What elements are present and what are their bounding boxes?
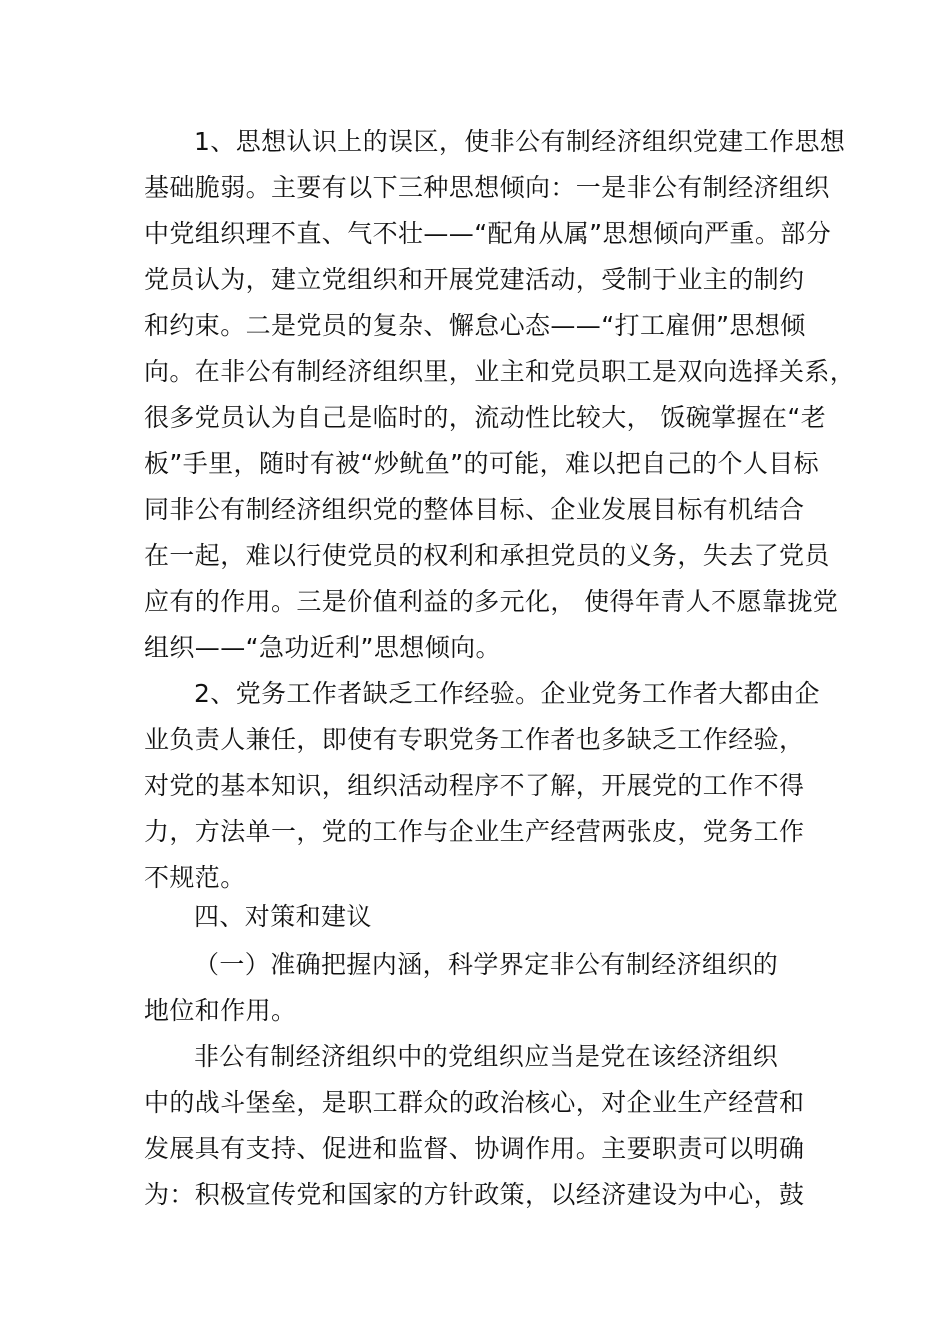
- paragraph-1-line-11: 应有的作用。三是价值利益的多元化， 使得年青人不愿靠拢党: [144, 587, 839, 616]
- paragraph-3-line-2: 中的战斗堡垒，是职工群众的政治核心，对企业生产经营和: [144, 1088, 805, 1117]
- paragraph-1-line-12: 组织——“急功近利”思想倾向。: [144, 633, 501, 662]
- paragraph-3-line-4: 为：积极宣传党和国家的方针政策，以经济建设为中心，鼓: [144, 1180, 805, 1209]
- paragraph-2-line-3: 对党的基本知识，组织活动程序不了解，开展党的工作不得: [144, 771, 805, 800]
- paragraph-1-line-7: 很多党员认为自己是临时的，流动性比较大， 饭碗掌握在“老: [144, 403, 827, 432]
- paragraph-1-line-3: 中党组织理不直、气不壮——“配角从属”思想倾向严重。部分: [144, 219, 832, 248]
- subheading-line-1: （一）准确把握内涵，科学界定非公有制经济组织的: [194, 950, 779, 979]
- paragraph-2-line-1: 2、党务工作者缺乏工作经验。企业党务工作者大都由企: [194, 679, 820, 708]
- paragraph-1-line-2: 基础脆弱。主要有以下三种思想倾向：一是非公有制经济组织: [144, 173, 830, 202]
- paragraph-1-line-5: 和约束。二是党员的复杂、懈怠心态——“打工雇佣”思想倾: [144, 311, 806, 340]
- paragraph-3-line-3: 发展具有支持、促进和监督、协调作用。主要职责可以明确: [144, 1134, 805, 1163]
- subheading-line-2: 地位和作用。: [144, 996, 297, 1025]
- paragraph-1-line-1: 1、思想认识上的误区，使非公有制经济组织党建工作思想: [194, 127, 846, 156]
- paragraph-1-line-6: 向。在非公有制经济组织里，业主和党员职工是双向选择关系，: [144, 357, 856, 386]
- paragraph-2-line-4: 力，方法单一，党的工作与企业生产经营两张皮，党务工作: [144, 817, 805, 846]
- paragraph-1-line-10: 在一起，难以行使党员的权利和承担党员的义务，失去了党员: [144, 541, 830, 570]
- paragraph-1-line-9: 同非公有制经济组织党的整体目标、企业发展目标有机结合: [144, 495, 805, 524]
- paragraph-1-line-8: 板”手里，随时有被“炒鱿鱼”的可能，难以把自己的个人目标: [144, 449, 820, 478]
- paragraph-3-line-1: 非公有制经济组织中的党组织应当是党在该经济组织: [194, 1042, 779, 1071]
- paragraph-1-line-4: 党员认为，建立党组织和开展党建活动，受制于业主的制约: [144, 265, 805, 294]
- paragraph-2-line-2: 业负责人兼任，即使有专职党务工作者也多缺乏工作经验，: [144, 725, 805, 754]
- section-heading: 四、对策和建议: [194, 902, 372, 931]
- paragraph-2-line-5: 不规范。: [144, 863, 246, 892]
